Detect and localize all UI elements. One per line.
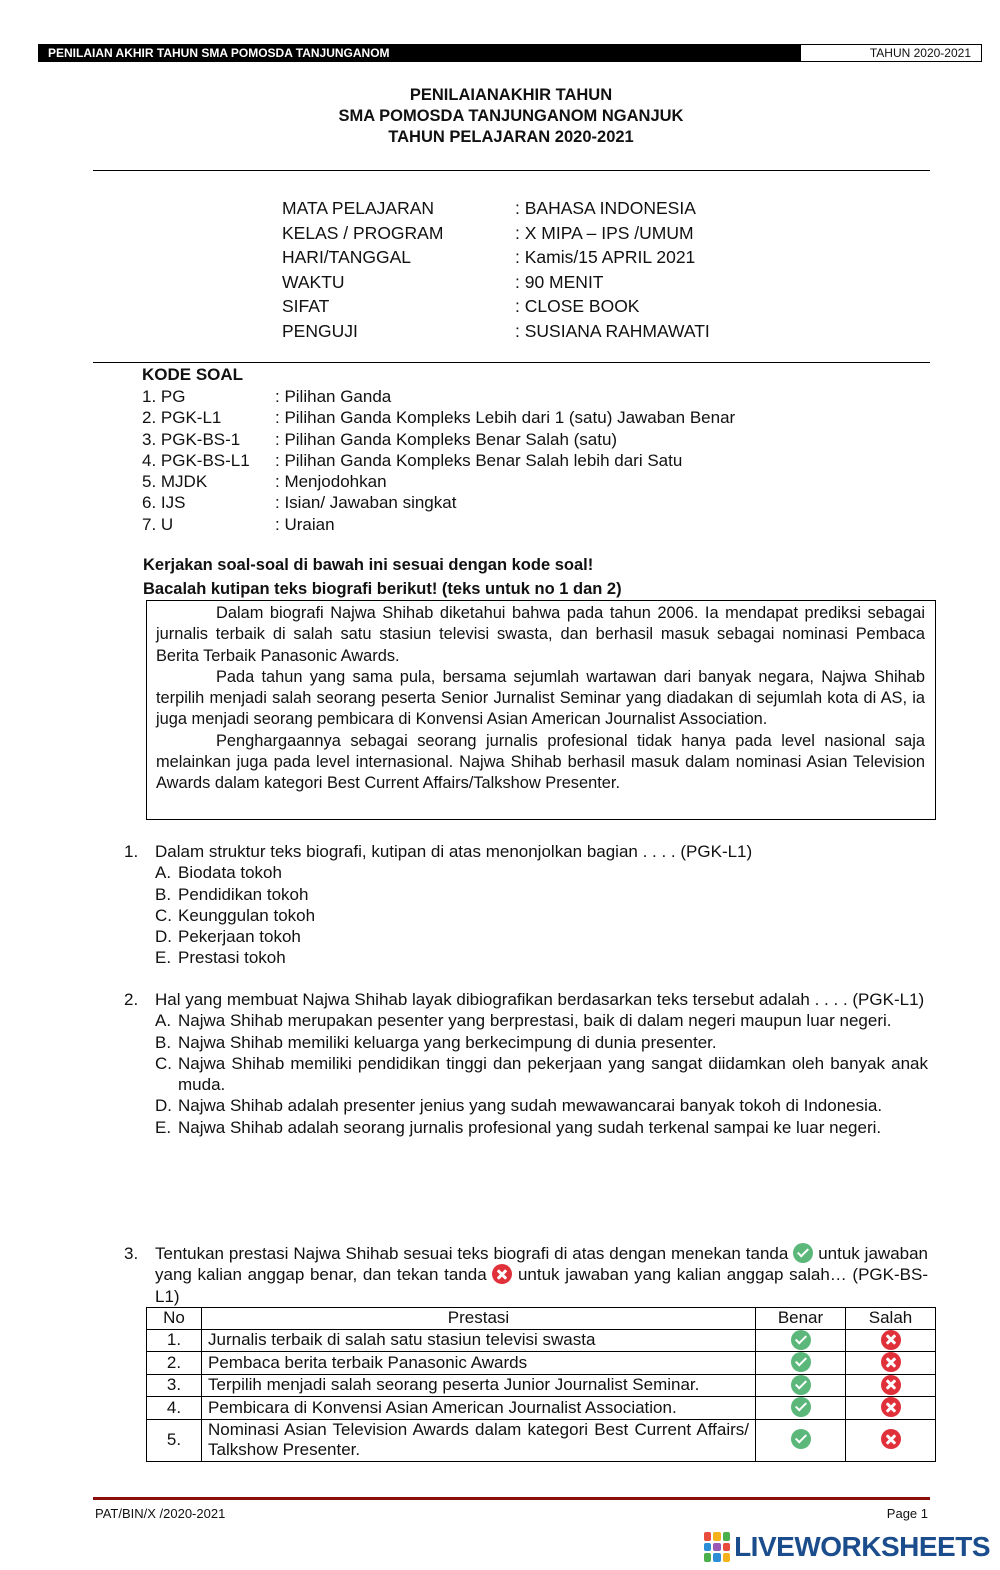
answer-option[interactable] xyxy=(155,1032,928,1053)
code-desc: : Pilihan Ganda Kompleks Benar Salah lebih dari Satu xyxy=(275,450,683,470)
passage-paragraph: Dalam biografi Najwa Shihab diketahui bahwa pada tahun 2006. Ia mendapat prediksi sebagai jurnalis terbaik di salah satu stasiun televisi swasta, dan berhasil masuk sebagai nominasi Pembaca Berita Terbaik Panasonic Awards. xyxy=(156,604,925,665)
option-text: Najwa Shihab memiliki keluarga yang berkecimpung di dunia presenter. xyxy=(178,1032,717,1052)
passage-paragraph: Pada tahun yang sama pula, bersama sejumlah wartawan dari banyak negara, Najwa Shihab terpilih menjadi salah seorang peserta Senior Jurnalist Seminar yang diadakan di sejumlah kota di AS, ia juga menjadi seorang pembicara di Konvensi Asian American Journalist Association. xyxy=(156,667,925,729)
info-value: : Kamis/15 APRIL 2021 xyxy=(515,247,696,267)
question-number: 2. xyxy=(124,990,139,1009)
code-row xyxy=(142,386,735,407)
row-number: 4. xyxy=(147,1397,202,1420)
benar-check-icon[interactable] xyxy=(791,1352,811,1372)
page-number: Page 1 xyxy=(886,1506,928,1521)
question-code-list xyxy=(142,364,735,535)
liveworksheets-mark-icon xyxy=(704,1532,730,1562)
liveworksheets-logo xyxy=(704,1530,990,1564)
salah-x-icon[interactable] xyxy=(881,1330,901,1350)
header-left: PENILAIAN AKHIR TAHUN SMA POMOSDA TANJUNGANOM xyxy=(38,44,800,62)
code-row xyxy=(142,407,735,428)
option-letter: E. xyxy=(155,1117,172,1137)
info-label: MATA PELAJARAN xyxy=(282,198,435,218)
option-letter: A. xyxy=(155,1011,172,1031)
instruction-line-2: Bacalah kutipan teks biografi berikut! (teks untuk no 1 dan 2) xyxy=(143,580,622,598)
table-row xyxy=(147,1374,936,1397)
option-letter: B. xyxy=(155,1032,172,1052)
answer-option[interactable] xyxy=(155,884,928,905)
exam-info xyxy=(282,196,710,343)
code-label: 3. PGK-BS-1 xyxy=(142,429,241,449)
option-letter: C. xyxy=(155,1053,172,1073)
option-letter: A. xyxy=(155,863,172,883)
row-text: Terpilih menjadi salah seorang peserta Junior Journalist Seminar. xyxy=(202,1374,756,1397)
salah-x-icon[interactable] xyxy=(881,1397,901,1417)
row-text: Pembaca berita terbaik Panasonic Awards xyxy=(202,1352,756,1375)
question-number: 3. xyxy=(124,1244,139,1263)
option-text: Pendidikan tokoh xyxy=(178,884,309,904)
header-salah: Salah xyxy=(846,1308,936,1330)
answer-option[interactable] xyxy=(155,1053,928,1096)
question-text-part-2: untuk jawaban yang kalian anggap benar, dan tekan tanda xyxy=(155,1244,929,1285)
info-label: WAKTU xyxy=(282,271,345,292)
passage-paragraph: Penghargaannya sebagai seorang jurnalis profesional tidak hanya pada level nasional saja melainkan juga pada level internasional. Najwa Shihab berhasil masuk dalam nominasi Asian Television Awards dalam kategori Best Current Affairs/Talkshow Presenter. xyxy=(156,731,925,793)
row-number: 5. xyxy=(147,1419,202,1461)
question-text: Hal yang membuat Najwa Shihab layak dibiografikan berdasarkan teks tersebut adalah . . . . (PGK-L1) xyxy=(155,990,925,1009)
instruction-line-1: Kerjakan soal-soal di bawah ini sesuai dengan kode soal! xyxy=(143,556,594,574)
code-label: 6. IJS xyxy=(142,493,186,513)
code-row xyxy=(142,492,735,513)
code-label: 4. PGK-BS-L1 xyxy=(142,450,250,470)
info-label: HARI/TANGGAL xyxy=(282,247,412,267)
info-label: SIFAT xyxy=(282,296,330,316)
table-row xyxy=(147,1419,936,1461)
info-value: : CLOSE BOOK xyxy=(515,296,640,316)
code-row xyxy=(142,450,735,471)
question-text: Dalam struktur teks biografi, kutipan di atas menonjolkan bagian . . . . (PGK-L1) xyxy=(155,842,753,861)
code-desc: : Pilihan Ganda Kompleks Lebih dari 1 (satu) Jawaban Benar xyxy=(275,408,736,428)
table-row xyxy=(147,1329,936,1352)
info-row xyxy=(282,196,710,221)
code-desc: : Pilihan Ganda Kompleks Benar Salah (satu) xyxy=(275,429,618,449)
header-benar: Benar xyxy=(756,1308,846,1330)
achievement-table xyxy=(146,1307,936,1462)
option-text: Najwa Shihab adalah seorang jurnalis profesional yang sudah terkenal sampai ke luar negeri. xyxy=(178,1117,882,1137)
answer-option[interactable] xyxy=(155,1117,928,1138)
question-1 xyxy=(124,841,928,969)
header-prestasi: Prestasi xyxy=(202,1308,756,1330)
table-row xyxy=(147,1397,936,1420)
info-value: : BAHASA INDONESIA xyxy=(515,198,696,218)
option-text: Biodata tokoh xyxy=(178,863,282,883)
question-stem xyxy=(124,841,928,862)
title-line-3: TAHUN PELAJARAN 2020-2021 xyxy=(388,128,634,146)
row-text: Pembicara di Konvensi Asian American Journalist Association. xyxy=(202,1397,756,1420)
option-letter: C. xyxy=(155,905,172,925)
option-text: Pekerjaan tokoh xyxy=(178,927,301,947)
question-2 xyxy=(124,989,928,1138)
code-row xyxy=(142,429,735,450)
row-text: Jurnalis terbaik di salah satu stasiun televisi swasta xyxy=(202,1329,756,1352)
header-right: TAHUN 2020-2021 xyxy=(800,44,982,62)
title-line-1: PENILAIANAKHIR TAHUN xyxy=(409,86,613,104)
question-3 xyxy=(124,1243,928,1307)
question-stem xyxy=(124,989,928,1010)
option-letter: D. xyxy=(155,927,172,947)
option-text: Najwa Shihab memiliki pendidikan tinggi dan pekerjaan yang sangat diidamkan oleh banyak anak muda. xyxy=(178,1053,928,1095)
answer-option[interactable] xyxy=(155,862,928,883)
code-desc: : Menjodohkan xyxy=(275,472,387,492)
header-no: No xyxy=(147,1308,202,1330)
benar-check-icon[interactable] xyxy=(791,1330,811,1350)
salah-x-icon[interactable] xyxy=(881,1352,901,1372)
code-desc: : Uraian xyxy=(275,514,335,534)
answer-option[interactable] xyxy=(155,1095,928,1116)
code-label: 7. U xyxy=(142,514,174,534)
answer-option[interactable] xyxy=(155,926,928,947)
code-label: 2. PGK-L1 xyxy=(142,408,222,428)
info-value: : X MIPA – IPS /UMUM xyxy=(515,222,694,243)
code-row xyxy=(142,471,735,492)
row-number: 3. xyxy=(147,1374,202,1397)
row-number: 1. xyxy=(147,1329,202,1352)
header-bar xyxy=(38,44,982,62)
code-label: 1. PG xyxy=(142,387,186,406)
info-row xyxy=(282,319,710,344)
code-row xyxy=(142,514,735,535)
answer-option[interactable] xyxy=(155,947,928,968)
option-text: Keunggulan tokoh xyxy=(178,905,316,925)
info-row xyxy=(282,294,710,319)
answer-option[interactable] xyxy=(155,1010,928,1031)
title-line-2: SMA POMOSDA TANJUNGANOM NGANJUK xyxy=(338,107,684,125)
table-row xyxy=(147,1352,936,1375)
code-desc: : Isian/ Jawaban singkat xyxy=(275,493,457,513)
check-circle-icon xyxy=(793,1243,813,1263)
option-letter: E. xyxy=(155,948,172,968)
benar-check-icon[interactable] xyxy=(791,1429,811,1449)
row-text: Nominasi Asian Television Awards dalam kategori Best Current Affairs/ Talkshow Presenter. xyxy=(202,1419,756,1461)
code-label: 5. MJDK xyxy=(142,472,208,492)
option-text: Najwa Shihab adalah presenter jenius yang sudah mewawancarai banyak tokoh di Indonesia. xyxy=(178,1096,883,1116)
option-letter: B. xyxy=(155,884,172,904)
info-value: : 90 MENIT xyxy=(515,271,604,292)
salah-x-icon[interactable] xyxy=(881,1375,901,1395)
info-value: : SUSIANA RAHMAWATI xyxy=(515,320,710,341)
answer-option[interactable] xyxy=(155,905,928,926)
question-text-part-3: untuk jawaban yang kalian anggap salah… (PGK-BS-L1) xyxy=(155,1265,928,1306)
option-text: Najwa Shihab merupakan pesenter yang berprestasi, baik di dalam negeri maupun luar negeri. xyxy=(178,1011,892,1031)
footer-divider xyxy=(93,1497,930,1500)
divider xyxy=(93,170,930,171)
row-number: 2. xyxy=(147,1352,202,1375)
option-letter: D. xyxy=(155,1096,172,1116)
benar-check-icon[interactable] xyxy=(791,1375,811,1395)
table-header-row xyxy=(147,1308,936,1330)
question-text-part-1: Tentukan prestasi Najwa Shihab sesuai teks biografi di atas dengan menekan tanda xyxy=(155,1244,789,1263)
benar-check-icon[interactable] xyxy=(791,1397,811,1417)
biography-passage xyxy=(146,600,936,820)
salah-x-icon[interactable] xyxy=(881,1429,901,1449)
option-text: Prestasi tokoh xyxy=(178,948,286,968)
question-stem xyxy=(124,1243,928,1307)
info-label: PENGUJI xyxy=(282,320,358,341)
info-row xyxy=(282,245,710,270)
x-circle-icon xyxy=(492,1264,512,1284)
question-code-title: KODE SOAL xyxy=(142,365,244,384)
info-row xyxy=(282,270,710,295)
question-number: 1. xyxy=(124,842,139,861)
info-row xyxy=(282,221,710,246)
info-label: KELAS / PROGRAM xyxy=(282,222,444,243)
code-desc: : Pilihan Ganda xyxy=(275,387,392,406)
footer-code: PAT/BIN/X /2020-2021 xyxy=(95,1506,226,1521)
divider xyxy=(93,362,930,363)
brand-name: LIVEWORKSHEETS xyxy=(734,1531,990,1562)
